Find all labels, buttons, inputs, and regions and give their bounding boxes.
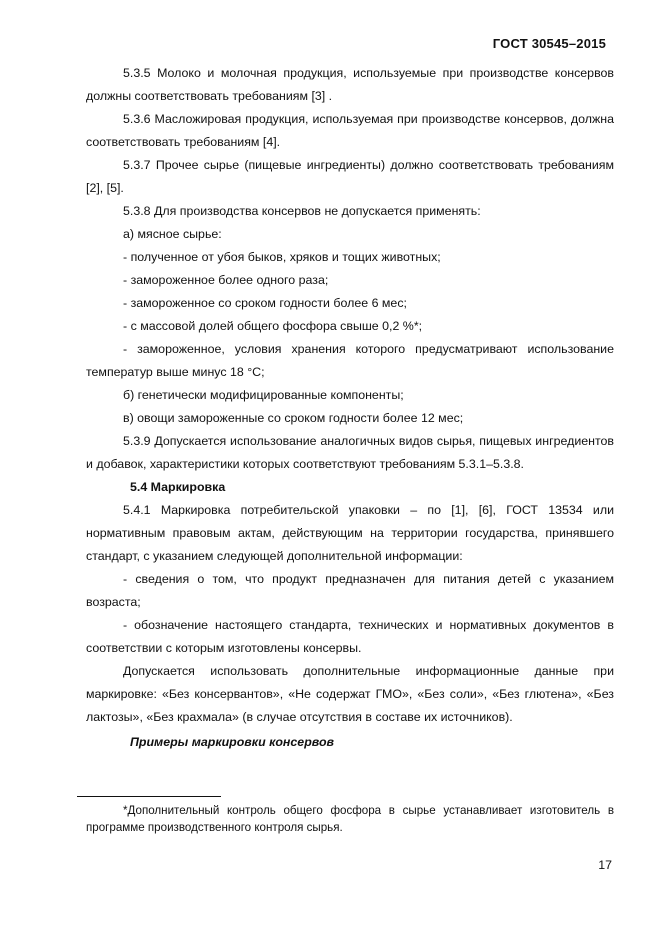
list-dash-item: - замороженное со сроком годности более 6 мес; bbox=[123, 296, 407, 310]
document-body bbox=[86, 62, 614, 754]
standard-header: ГОСТ 30545–2015 bbox=[492, 36, 606, 51]
clause-5-3-9: 5.3.9 Допускается использование аналогичных видов сырья, пищевых ингредиентов и добавок, характеристики которых соответствуют требованиям 5.3.1–5.3.8. bbox=[86, 434, 614, 471]
examples-heading: Примеры маркировки консервов bbox=[130, 735, 334, 749]
list-item-b: б) генетически модифицированные компоненты; bbox=[123, 388, 404, 402]
footnote bbox=[86, 802, 614, 836]
clause-5-4-1: 5.4.1 Маркировка потребительской упаковки – по [1], [6], ГОСТ 13534 или нормативным правовым актам, действующим на территории государства, принявшего стандарт, с указанием следующей дополнительной информации: bbox=[86, 503, 614, 563]
list-dash-item: - замороженное более одного раза; bbox=[123, 273, 329, 287]
list-dash-item: - сведения о том, что продукт предназначен для питания детей с указанием возраста; bbox=[86, 572, 614, 609]
list-dash-item: - обозначение настоящего стандарта, технических и нормативных документов в соответствии с которым изготовлены консервы. bbox=[86, 618, 614, 655]
list-item-a: а) мясное сырье: bbox=[123, 227, 222, 241]
clause-5-3-5: 5.3.5 Молоко и молочная продукция, используемые при производстве консервов должны соответствовать требованиям [3] . bbox=[86, 66, 614, 103]
page-number: 17 bbox=[598, 858, 612, 872]
paragraph-additional-info: Допускается использовать дополнительные информационные данные при маркировке: «Без консервантов», «Не содержат ГМО», «Без соли», «Без глютена», «Без лактозы», «Без крахмала» (в случае отсутствия в составе их источников). bbox=[86, 664, 614, 724]
clause-5-3-8: 5.3.8 Для производства консервов не допускается применять: bbox=[123, 204, 481, 218]
clause-5-3-7: 5.3.7 Прочее сырье (пищевые ингредиенты) должно соответствовать требованиям [2], [5]. bbox=[86, 158, 614, 195]
list-dash-item: - с массовой долей общего фосфора свыше 0,2 %*; bbox=[123, 319, 423, 333]
footnote-text: *Дополнительный контроль общего фосфора в сырье устанавливает изготовитель в программе производственного контроля сырья. bbox=[86, 804, 614, 834]
list-dash-item: - полученное от убоя быков, хряков и тощих животных; bbox=[123, 250, 441, 264]
clause-5-3-6: 5.3.6 Масложировая продукция, используемая при производстве консервов, должна соответствовать требованиям [4]. bbox=[86, 112, 614, 149]
footnote-divider bbox=[77, 796, 221, 797]
list-item-v: в) овощи замороженные со сроком годности более 12 мес; bbox=[123, 411, 464, 425]
list-dash-item: - замороженное, условия хранения которого предусматривают использование температур выше минус 18 °С; bbox=[86, 342, 614, 379]
section-heading-5-4: 5.4 Маркировка bbox=[130, 480, 226, 494]
